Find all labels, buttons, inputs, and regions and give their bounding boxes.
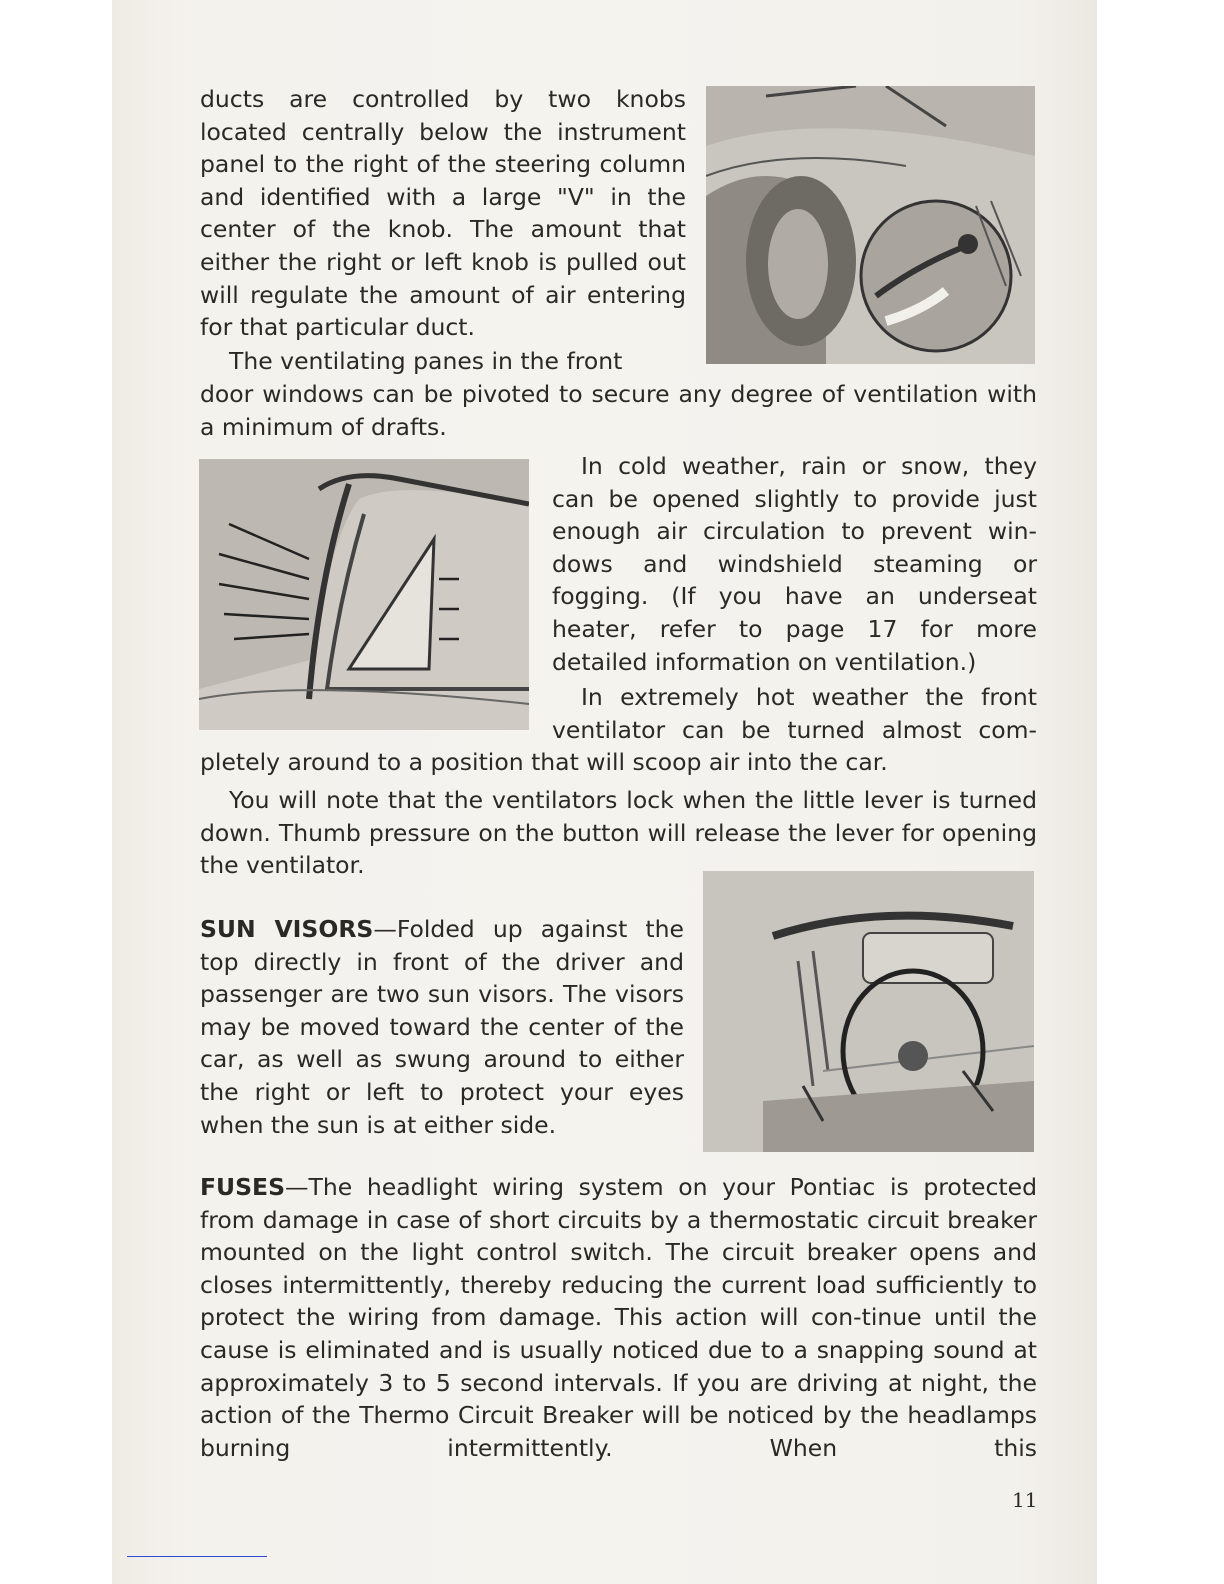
illustration-ventilator-pane: [199, 459, 529, 730]
page-number: 11: [1012, 1488, 1038, 1512]
paragraph-hot-weather-rest: pletely around to a position that will scoop air into the car.: [200, 748, 888, 776]
sun-visors-body: —Folded up against the top directly in front of the driver and passenger are two sun visors. The visors may be moved toward the center of the car, as well as swung around to either the right or left to protect your eyes when the sun is at either side.: [200, 915, 684, 1139]
fuses-body: —The headlight wiring system on your Pontiac is protected from damage in case of short circuits by a thermostatic circuit breaker mounted on the light control switch. The circuit breaker opens and closes intermittently, thereby reducing the current load sufficiently to protect the wiring from damage. This action will con-tinue until the cause is eliminated and is usually noticed due to a snapping sound at approximately 3 to 5 second intervals. If you are driving at night, the action of the Thermo Circuit Breaker will be noticed by the headlamps burning intermittently. When this: [200, 1173, 1037, 1462]
paragraph-ventilating-panes-top: The ventilating panes in the front: [229, 347, 623, 375]
paragraph-ducts: ducts are controlled by two knobs located centrally below the instrument panel to the right of the steering column and identified with a large "V" in the center of the knob. The amount that either the right or left knob is pulled out will regulate the amount of air entering for that particular duct.: [200, 85, 686, 342]
sun-visors-heading: SUN VISORS: [200, 915, 374, 943]
paragraph-fuses: [200, 1171, 1037, 1464]
underline-mark: [127, 1556, 267, 1557]
illustration-ventilator-knob: [706, 86, 1035, 364]
illustration-sun-visor: [703, 871, 1034, 1152]
paragraph-cold-weather: In cold weather, rain or snow, they can be opened slightly to provide just enough air circulation to prevent win-dows and windshield steaming or fogging. (If you have an underseat heater, refer to page 17 for more detailed information on ventilation.): [552, 452, 1037, 676]
paragraph-ventilator-lock: You will note that the ventilators lock when the little lever is turned down. Thumb pressure on the button will release the lever for opening the ventilator.: [200, 786, 1037, 880]
paragraph-ventilating-panes-rest: door windows can be pivoted to secure any degree of ventilation with a minimum of drafts.: [200, 380, 1037, 441]
paragraph-sun-visors: [200, 913, 684, 1141]
illustration-ventilator-pane-drawing: [199, 459, 529, 730]
paragraph-hot-weather-top: In extremely hot weather the front ventilator can be turned almost com-: [552, 683, 1037, 744]
fuses-heading: FUSES: [200, 1173, 286, 1201]
illustration-sun-visor-drawing: [703, 871, 1034, 1152]
illustration-ventilator-knob-drawing: [706, 86, 1035, 364]
